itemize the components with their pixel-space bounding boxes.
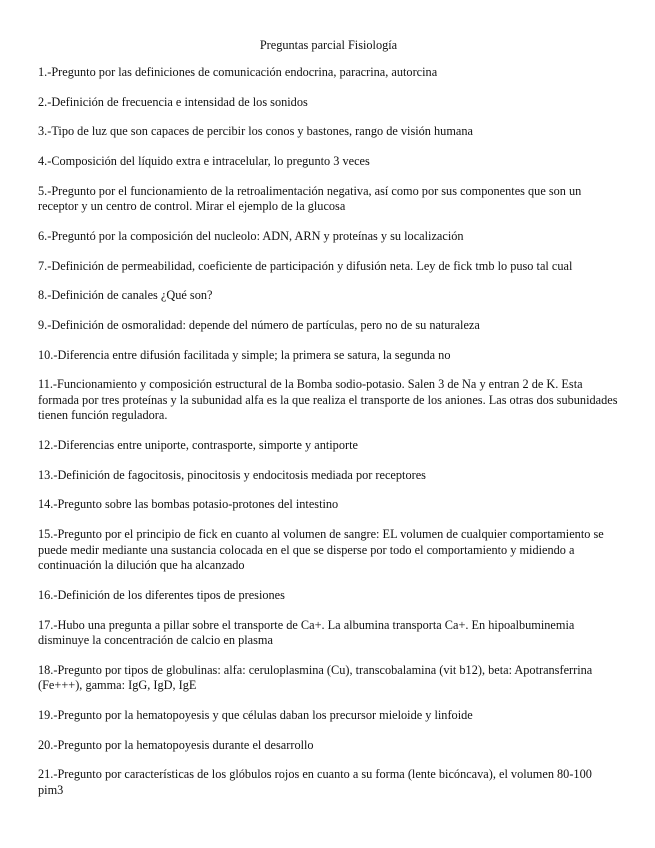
question-item: 2.-Definición de frecuencia e intensidad de los sonidos [38, 94, 308, 109]
question-item: 20.-Pregunto por la hematopoyesis durante el desarrollo [38, 737, 314, 752]
question-item: 6.-Preguntó por la composición del nucleolo: ADN, ARN y proteínas y su localización [38, 228, 464, 243]
question-list [38, 65, 619, 798]
question-item: 3.-Tipo de luz que son capaces de percibir los conos y bastones, rango de visión humana [38, 124, 473, 139]
page-title: Preguntas parcial Fisiología [259, 38, 398, 52]
question-item: 1.-Pregunto por las definiciones de comunicación endocrina, paracrina, autorcina [38, 65, 438, 79]
question-item: 5.-Pregunto por el funcionamiento de la retroalimentación negativa, así como por sus componentes que son un receptor y un centro de control. Mirar el ejemplo de la glucosa [38, 183, 582, 214]
question-item: 9.-Definición de osmoralidad: depende del número de partículas, pero no de su naturaleza [38, 318, 480, 332]
question-item: 7.-Definición de permeabilidad, coeficiente de participación y difusión neta. Ley de fick tmb lo puso tal cual [38, 258, 573, 273]
question-item: 4.-Composición del líquido extra e intracelular, lo pregunto 3 veces [38, 154, 370, 169]
question-item: 21.-Pregunto por características de los glóbulos rojos en cuanto a su forma (lente bicóncava), el volumen 80-100 pim3 [38, 767, 592, 797]
question-item: 12.-Diferencias entre uniporte, contrasporte, simporte y antiporte [38, 438, 358, 453]
question-item: 13.-Definición de fagocitosis, pinocitosis y endocitosis mediada por receptores [38, 467, 426, 482]
question-item: 16.-Definición de los diferentes tipos de presiones [38, 587, 285, 602]
question-item: 19.-Pregunto por la hematopoyesis y que células daban los precursor mieloide y linfoide [38, 707, 473, 722]
question-item: 8.-Definición de canales ¿Qué son? [38, 288, 213, 303]
question-item: 10.-Diferencia entre difusión facilitada y simple; la primera se satura, la segunda no [38, 347, 451, 362]
question-item: 18.-Pregunto por tipos de globulinas: alfa: ceruloplasmina (Cu), transcobalamina (vit b12), beta: Apotransferrina (Fe+++), gamma: IgG, IgD, IgE [38, 662, 593, 693]
question-item: 17.-Hubo una pregunta a pillar sobre el transporte de Ca+. La albumina transporta Ca+. En hipoalbuminemia disminuye la concentración de calcio en plasma [38, 617, 575, 647]
question-item: 14.-Pregunto sobre las bombas potasio-protones del intestino [38, 497, 339, 512]
question-item: 11.-Funcionamiento y composición estructural de la Bomba sodio-potasio. Salen 3 de Na y entran 2 de K. Esta formada por tres proteínas y la subunidad alfa es la que realiza el transporte de los aniones. Las otras dos subunidades tienen función reguladora. [38, 377, 618, 423]
question-item: 15.-Pregunto por el principio de fick en cuanto al volumen de sangre: EL volumen de cualquier comportamiento se puede medir mediante una sustancia colocada en el que se disperse por todo el comportamiento y midiendo a continuación la dilución que ha alcanzado [38, 527, 604, 573]
